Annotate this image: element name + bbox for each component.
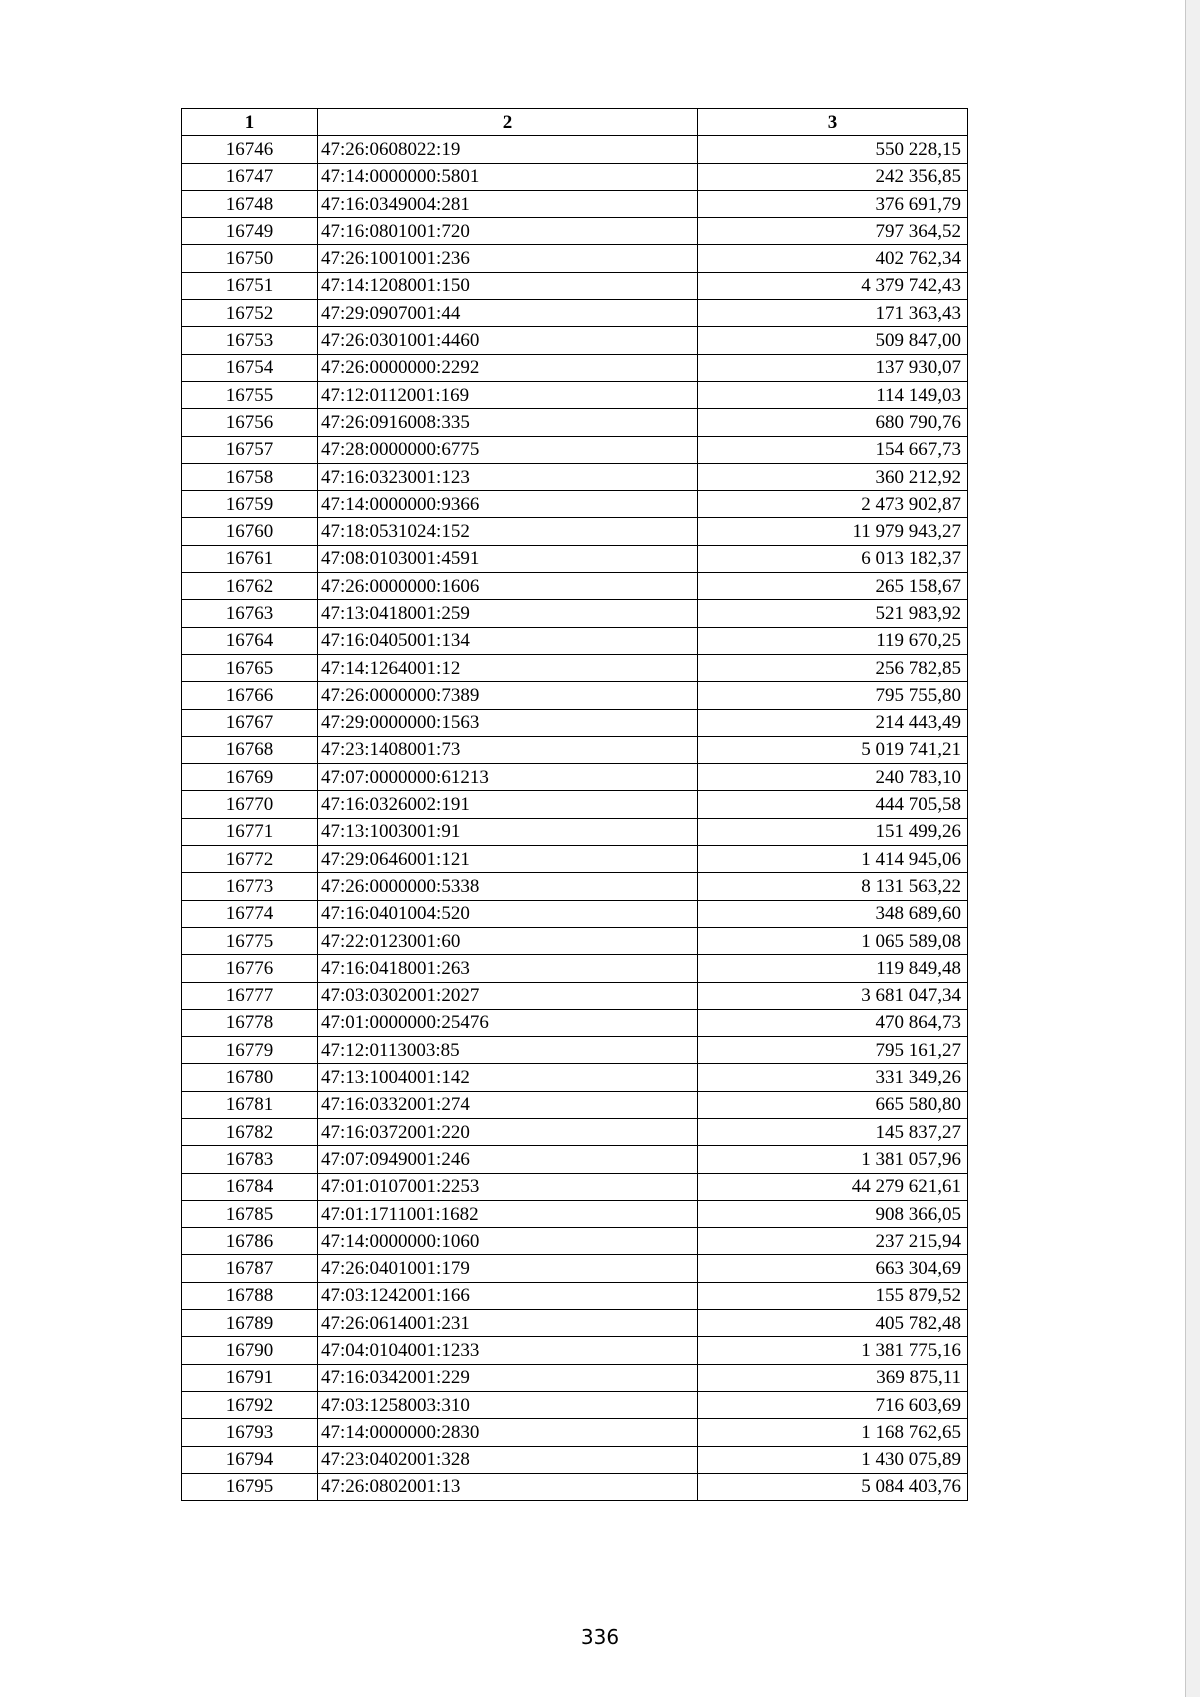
- row-number-cell: 16767: [182, 709, 318, 736]
- table-row: [182, 654, 968, 681]
- row-number-cell: 16762: [182, 573, 318, 600]
- value-cell: 360 212,92: [698, 463, 968, 490]
- value-cell: 405 782,48: [698, 1310, 968, 1337]
- table-row: [182, 818, 968, 845]
- value-cell: 331 349,26: [698, 1064, 968, 1091]
- value-cell: 5 084 403,76: [698, 1473, 968, 1500]
- value-cell: 680 790,76: [698, 409, 968, 436]
- row-number-cell: 16777: [182, 982, 318, 1009]
- table-row: [182, 409, 968, 436]
- table-row: [182, 1419, 968, 1446]
- table-row: [182, 1282, 968, 1309]
- cadastral-number-cell: 47:03:1242001:166: [318, 1282, 698, 1309]
- table-row: [182, 1255, 968, 1282]
- cadastral-number-cell: 47:26:0401001:179: [318, 1255, 698, 1282]
- table-row: [182, 791, 968, 818]
- cadastral-number-cell: 47:26:1001001:236: [318, 245, 698, 272]
- value-cell: 154 667,73: [698, 436, 968, 463]
- table-row: [182, 1009, 968, 1036]
- cadastral-number-cell: 47:16:0401004:520: [318, 900, 698, 927]
- table-row: [182, 1446, 968, 1473]
- cadastral-number-cell: 47:26:0000000:7389: [318, 682, 698, 709]
- table-row: [182, 163, 968, 190]
- value-cell: 509 847,00: [698, 327, 968, 354]
- table-row: [182, 545, 968, 572]
- row-number-cell: 16748: [182, 190, 318, 217]
- row-number-cell: 16751: [182, 272, 318, 299]
- cadastral-number-cell: 47:13:1003001:91: [318, 818, 698, 845]
- value-cell: 2 473 902,87: [698, 491, 968, 518]
- row-number-cell: 16789: [182, 1310, 318, 1337]
- cadastral-number-cell: 47:16:0323001:123: [318, 463, 698, 490]
- cadastral-number-cell: 47:22:0123001:60: [318, 927, 698, 954]
- table-row: [182, 1200, 968, 1227]
- value-cell: 716 603,69: [698, 1391, 968, 1418]
- row-number-cell: 16752: [182, 300, 318, 327]
- row-number-cell: 16769: [182, 764, 318, 791]
- cadastral-number-cell: 47:26:0608022:19: [318, 136, 698, 163]
- cadastral-number-cell: 47:16:0801001:720: [318, 218, 698, 245]
- table-row: [182, 463, 968, 490]
- cadastral-number-cell: 47:16:0372001:220: [318, 1118, 698, 1145]
- cadastral-number-cell: 47:01:1711001:1682: [318, 1200, 698, 1227]
- cadastral-number-cell: 47:16:0418001:263: [318, 955, 698, 982]
- cadastral-number-cell: 47:07:0000000:61213: [318, 764, 698, 791]
- row-number-cell: 16773: [182, 873, 318, 900]
- cadastral-number-cell: 47:14:0000000:5801: [318, 163, 698, 190]
- value-cell: 1 065 589,08: [698, 927, 968, 954]
- value-cell: 137 930,07: [698, 354, 968, 381]
- table-row: [182, 955, 968, 982]
- table-row: [182, 900, 968, 927]
- table-row: [182, 1310, 968, 1337]
- row-number-cell: 16759: [182, 491, 318, 518]
- value-cell: 151 499,26: [698, 818, 968, 845]
- value-cell: 145 837,27: [698, 1118, 968, 1145]
- value-cell: 521 983,92: [698, 600, 968, 627]
- row-number-cell: 16770: [182, 791, 318, 818]
- value-cell: 119 849,48: [698, 955, 968, 982]
- row-number-cell: 16793: [182, 1419, 318, 1446]
- value-cell: 376 691,79: [698, 190, 968, 217]
- row-number-cell: 16756: [182, 409, 318, 436]
- row-number-cell: 16788: [182, 1282, 318, 1309]
- table-row: [182, 1228, 968, 1255]
- row-number-cell: 16782: [182, 1118, 318, 1145]
- header-col-2: 2: [318, 109, 698, 136]
- row-number-cell: 16784: [182, 1173, 318, 1200]
- value-cell: 171 363,43: [698, 300, 968, 327]
- page-edge: [1185, 0, 1200, 1697]
- table-row: [182, 190, 968, 217]
- value-cell: 155 879,52: [698, 1282, 968, 1309]
- row-number-cell: 16783: [182, 1146, 318, 1173]
- value-cell: 795 755,80: [698, 682, 968, 709]
- value-cell: 240 783,10: [698, 764, 968, 791]
- cadastral-number-cell: 47:26:0000000:2292: [318, 354, 698, 381]
- value-cell: 795 161,27: [698, 1037, 968, 1064]
- table-row: [182, 1064, 968, 1091]
- value-cell: 5 019 741,21: [698, 736, 968, 763]
- cadastral-number-cell: 47:26:0916008:335: [318, 409, 698, 436]
- value-cell: 214 443,49: [698, 709, 968, 736]
- table-row: [182, 736, 968, 763]
- value-cell: 797 364,52: [698, 218, 968, 245]
- table-row: [182, 573, 968, 600]
- cadastral-number-cell: 47:28:0000000:6775: [318, 436, 698, 463]
- row-number-cell: 16786: [182, 1228, 318, 1255]
- row-number-cell: 16755: [182, 381, 318, 408]
- cadastral-number-cell: 47:12:0113003:85: [318, 1037, 698, 1064]
- table-row: [182, 218, 968, 245]
- row-number-cell: 16785: [182, 1200, 318, 1227]
- table-row: [182, 764, 968, 791]
- cadastral-number-cell: 47:03:0302001:2027: [318, 982, 698, 1009]
- value-cell: 3 681 047,34: [698, 982, 968, 1009]
- table-row: [182, 1146, 968, 1173]
- value-cell: 4 379 742,43: [698, 272, 968, 299]
- table-row: [182, 1337, 968, 1364]
- row-number-cell: 16779: [182, 1037, 318, 1064]
- table-row: [182, 436, 968, 463]
- cadastral-number-cell: 47:23:0402001:328: [318, 1446, 698, 1473]
- row-number-cell: 16766: [182, 682, 318, 709]
- row-number-cell: 16774: [182, 900, 318, 927]
- table-row: [182, 518, 968, 545]
- value-cell: 44 279 621,61: [698, 1173, 968, 1200]
- cadastral-number-cell: 47:26:0000000:1606: [318, 573, 698, 600]
- row-number-cell: 16763: [182, 600, 318, 627]
- cadastral-number-cell: 47:26:0802001:13: [318, 1473, 698, 1500]
- row-number-cell: 16747: [182, 163, 318, 190]
- table-row: [182, 846, 968, 873]
- table-row: [182, 682, 968, 709]
- table-row: [182, 381, 968, 408]
- row-number-cell: 16792: [182, 1391, 318, 1418]
- cadastral-number-cell: 47:26:0614001:231: [318, 1310, 698, 1337]
- cadastral-number-cell: 47:26:0000000:5338: [318, 873, 698, 900]
- value-cell: 348 689,60: [698, 900, 968, 927]
- table-row: [182, 491, 968, 518]
- value-cell: 242 356,85: [698, 163, 968, 190]
- cadastral-number-cell: 47:01:0000000:25476: [318, 1009, 698, 1036]
- row-number-cell: 16754: [182, 354, 318, 381]
- table-row: [182, 272, 968, 299]
- cadastral-number-cell: 47:16:0349004:281: [318, 190, 698, 217]
- table-row: [182, 327, 968, 354]
- value-cell: 550 228,15: [698, 136, 968, 163]
- table-row: [182, 1473, 968, 1500]
- cadastral-number-cell: 47:14:1264001:12: [318, 654, 698, 681]
- row-number-cell: 16794: [182, 1446, 318, 1473]
- value-cell: 908 366,05: [698, 1200, 968, 1227]
- row-number-cell: 16771: [182, 818, 318, 845]
- value-cell: 114 149,03: [698, 381, 968, 408]
- cadastral-number-cell: 47:08:0103001:4591: [318, 545, 698, 572]
- value-cell: 237 215,94: [698, 1228, 968, 1255]
- table-row: [182, 982, 968, 1009]
- value-cell: 369 875,11: [698, 1364, 968, 1391]
- row-number-cell: 16764: [182, 627, 318, 654]
- cadastral-number-cell: 47:13:0418001:259: [318, 600, 698, 627]
- cadastral-number-cell: 47:18:0531024:152: [318, 518, 698, 545]
- row-number-cell: 16780: [182, 1064, 318, 1091]
- row-number-cell: 16750: [182, 245, 318, 272]
- cadastral-number-cell: 47:01:0107001:2253: [318, 1173, 698, 1200]
- row-number-cell: 16760: [182, 518, 318, 545]
- cadastral-number-cell: 47:16:0326002:191: [318, 791, 698, 818]
- cadastral-number-cell: 47:03:1258003:310: [318, 1391, 698, 1418]
- table-row: [182, 600, 968, 627]
- row-number-cell: 16791: [182, 1364, 318, 1391]
- table-row: [182, 300, 968, 327]
- table-row: [182, 1173, 968, 1200]
- value-cell: 402 762,34: [698, 245, 968, 272]
- row-number-cell: 16775: [182, 927, 318, 954]
- value-cell: 1 414 945,06: [698, 846, 968, 873]
- table-row: [182, 136, 968, 163]
- table-row: [182, 927, 968, 954]
- table-row: [182, 1391, 968, 1418]
- cadastral-number-cell: 47:04:0104001:1233: [318, 1337, 698, 1364]
- value-cell: 1 430 075,89: [698, 1446, 968, 1473]
- cadastral-number-cell: 47:14:0000000:2830: [318, 1419, 698, 1446]
- cadastral-number-cell: 47:26:0301001:4460: [318, 327, 698, 354]
- header-col-1: 1: [182, 109, 318, 136]
- row-number-cell: 16772: [182, 846, 318, 873]
- table-row: [182, 1091, 968, 1118]
- value-cell: 8 131 563,22: [698, 873, 968, 900]
- cadastral-number-cell: 47:13:1004001:142: [318, 1064, 698, 1091]
- value-cell: 11 979 943,27: [698, 518, 968, 545]
- cadastral-number-cell: 47:14:0000000:9366: [318, 491, 698, 518]
- row-number-cell: 16753: [182, 327, 318, 354]
- cadastral-number-cell: 47:29:0000000:1563: [318, 709, 698, 736]
- value-cell: 1 168 762,65: [698, 1419, 968, 1446]
- table-row: [182, 627, 968, 654]
- table-row: [182, 1037, 968, 1064]
- table-row: [182, 245, 968, 272]
- cadastral-number-cell: 47:29:0907001:44: [318, 300, 698, 327]
- value-cell: 256 782,85: [698, 654, 968, 681]
- table-row: [182, 1118, 968, 1145]
- cadastral-number-cell: 47:07:0949001:246: [318, 1146, 698, 1173]
- value-cell: 1 381 775,16: [698, 1337, 968, 1364]
- value-cell: 1 381 057,96: [698, 1146, 968, 1173]
- cadastral-number-cell: 47:16:0332001:274: [318, 1091, 698, 1118]
- cadastral-number-cell: 47:16:0405001:134: [318, 627, 698, 654]
- table-row: [182, 709, 968, 736]
- table-body: [182, 136, 968, 1501]
- value-cell: 665 580,80: [698, 1091, 968, 1118]
- header-col-3: 3: [698, 109, 968, 136]
- table-header: [182, 109, 968, 136]
- row-number-cell: 16768: [182, 736, 318, 763]
- row-number-cell: 16757: [182, 436, 318, 463]
- value-cell: 663 304,69: [698, 1255, 968, 1282]
- row-number-cell: 16778: [182, 1009, 318, 1036]
- value-cell: 265 158,67: [698, 573, 968, 600]
- cadastral-number-cell: 47:23:1408001:73: [318, 736, 698, 763]
- header-row: [182, 109, 968, 136]
- row-number-cell: 16776: [182, 955, 318, 982]
- cadastral-number-cell: 47:14:0000000:1060: [318, 1228, 698, 1255]
- value-cell: 119 670,25: [698, 627, 968, 654]
- table-row: [182, 354, 968, 381]
- cadastral-number-cell: 47:29:0646001:121: [318, 846, 698, 873]
- row-number-cell: 16781: [182, 1091, 318, 1118]
- data-table: [181, 108, 968, 1501]
- row-number-cell: 16790: [182, 1337, 318, 1364]
- row-number-cell: 16749: [182, 218, 318, 245]
- row-number-cell: 16761: [182, 545, 318, 572]
- page-number: 336: [580, 1625, 620, 1649]
- cadastral-number-cell: 47:16:0342001:229: [318, 1364, 698, 1391]
- table-row: [182, 873, 968, 900]
- value-cell: 470 864,73: [698, 1009, 968, 1036]
- table-row: [182, 1364, 968, 1391]
- value-cell: 6 013 182,37: [698, 545, 968, 572]
- row-number-cell: 16758: [182, 463, 318, 490]
- row-number-cell: 16787: [182, 1255, 318, 1282]
- cadastral-number-cell: 47:14:1208001:150: [318, 272, 698, 299]
- row-number-cell: 16765: [182, 654, 318, 681]
- cadastral-number-cell: 47:12:0112001:169: [318, 381, 698, 408]
- value-cell: 444 705,58: [698, 791, 968, 818]
- row-number-cell: 16795: [182, 1473, 318, 1500]
- row-number-cell: 16746: [182, 136, 318, 163]
